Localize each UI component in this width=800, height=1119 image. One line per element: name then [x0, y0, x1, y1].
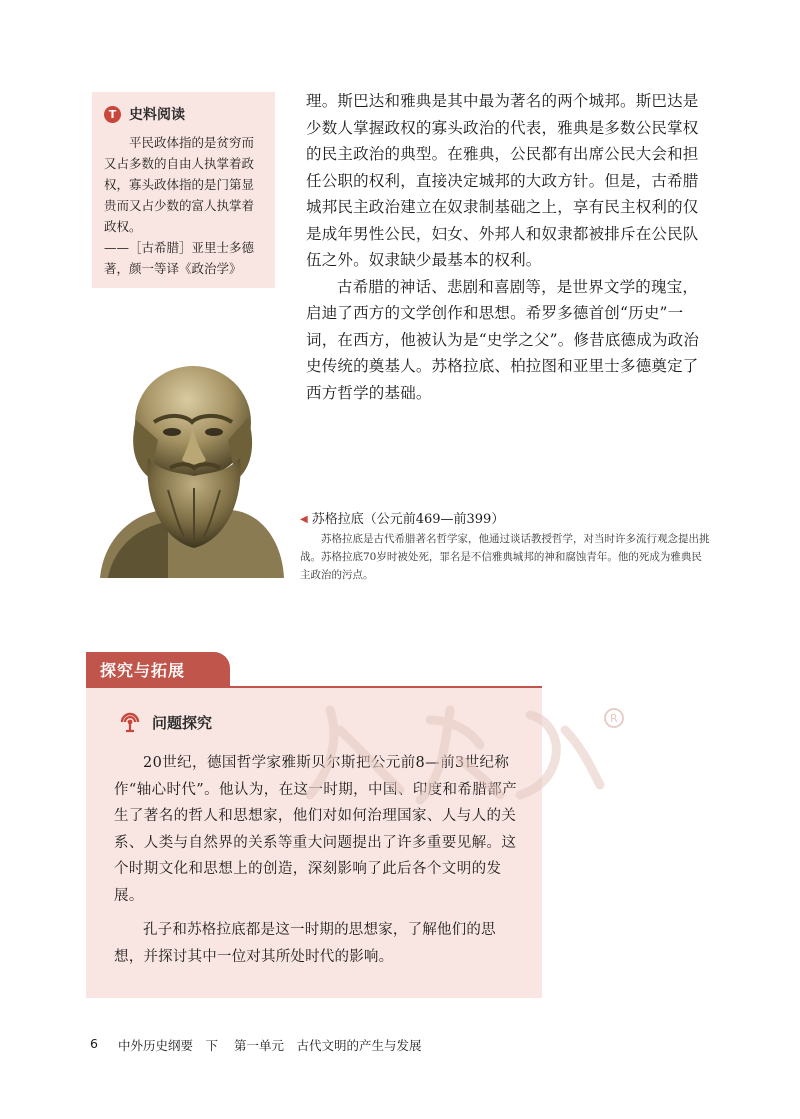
portrait-caption: [300, 510, 710, 584]
source-reading-box: [92, 92, 275, 288]
source-reading-quote: 平民政体指的是贫穷而又占多数的自由人执掌着政权，寡头政体指的是门第显贵而又占少数的富人执掌着政权。: [104, 135, 255, 234]
socrates-bust-image: [98, 360, 286, 578]
page-footer: [90, 1036, 421, 1054]
inquiry-header: [118, 710, 518, 734]
main-text: [306, 88, 700, 406]
caption-arrow-icon: ◀: [300, 514, 308, 525]
caption-body: 苏格拉底是古代希腊著名哲学家，他通过谈话教授哲学，对当时许多流行观念提出挑战。苏格拉底70岁时被处死，罪名是不信雅典城邦的神和腐蚀青年。他的死成为雅典民主政治的污点。: [300, 533, 710, 581]
caption-title-row: [300, 510, 710, 530]
inquiry-paragraph-2: 孔子和苏格拉底都是这一时期的思想家，了解他们的思想，并探讨其中一位对其所处时代的影响。: [114, 922, 496, 965]
source-reading-header: [104, 104, 265, 124]
unit-title: 第一单元 古代文明的产生与发展: [233, 1038, 422, 1053]
caption-title: 苏格拉底（公元前469—前399）: [311, 512, 505, 527]
inquiry-title: 问题探究: [152, 713, 213, 732]
inquiry-paragraph-1: 20世纪，德国哲学家雅斯贝尔斯把公元前8—前3世纪称作“轴心时代”。他认为，在这一时期，中国、印度和希腊都产生了著名的哲人和思想家，他们对如何治理国家、人与人的关系、人类与自然界的关系等重大问题提出了许多重要见解。这个时期文化和思想上的创造，深刻影响了此后各个文明的发展。: [114, 755, 518, 904]
source-reading-title: 史料阅读: [129, 107, 185, 123]
book-title: 中外历史纲要 下: [117, 1038, 218, 1053]
main-paragraph-2: 古希腊的神话、悲剧和喜剧等，是世界文学的瑰宝，启迪了西方的文学创作和思想。希罗多德首创“历史”一词，在西方，他被认为是“史学之父”。修昔底德成为政治史传统的奠基人。苏格拉底、柏拉图和亚里士多德奠定了西方哲学的基础。: [306, 277, 700, 402]
svg-text:R: R: [610, 712, 618, 725]
section-tab-explore-extend: 探究与拓展: [86, 652, 230, 687]
source-reading-citation: ——［古希腊］亚里士多德著，颜一等译《政治学》: [104, 240, 255, 276]
inquiry-box: [86, 688, 542, 998]
main-paragraph-1: 理。斯巴达和雅典是其中最为著名的两个城邦。斯巴达是少数人掌握政权的寡头政治的代表，雅典是多数公民掌权的民主政治的典型。在雅典，公民都有出席公民大会和担任公职的权利，直接决定城邦的大政方针。但是，古希腊城邦民主政治建立在奴隶制基础之上，享有民主权利的仅是成年男性公民，妇女、外邦人和奴隶都被排斥在公民队伍之外。奴隶缺少最基本的权利。: [306, 92, 699, 269]
page-number: 6: [90, 1036, 98, 1051]
inquiry-icon: [118, 710, 142, 734]
source-reading-icon: T: [104, 106, 121, 123]
